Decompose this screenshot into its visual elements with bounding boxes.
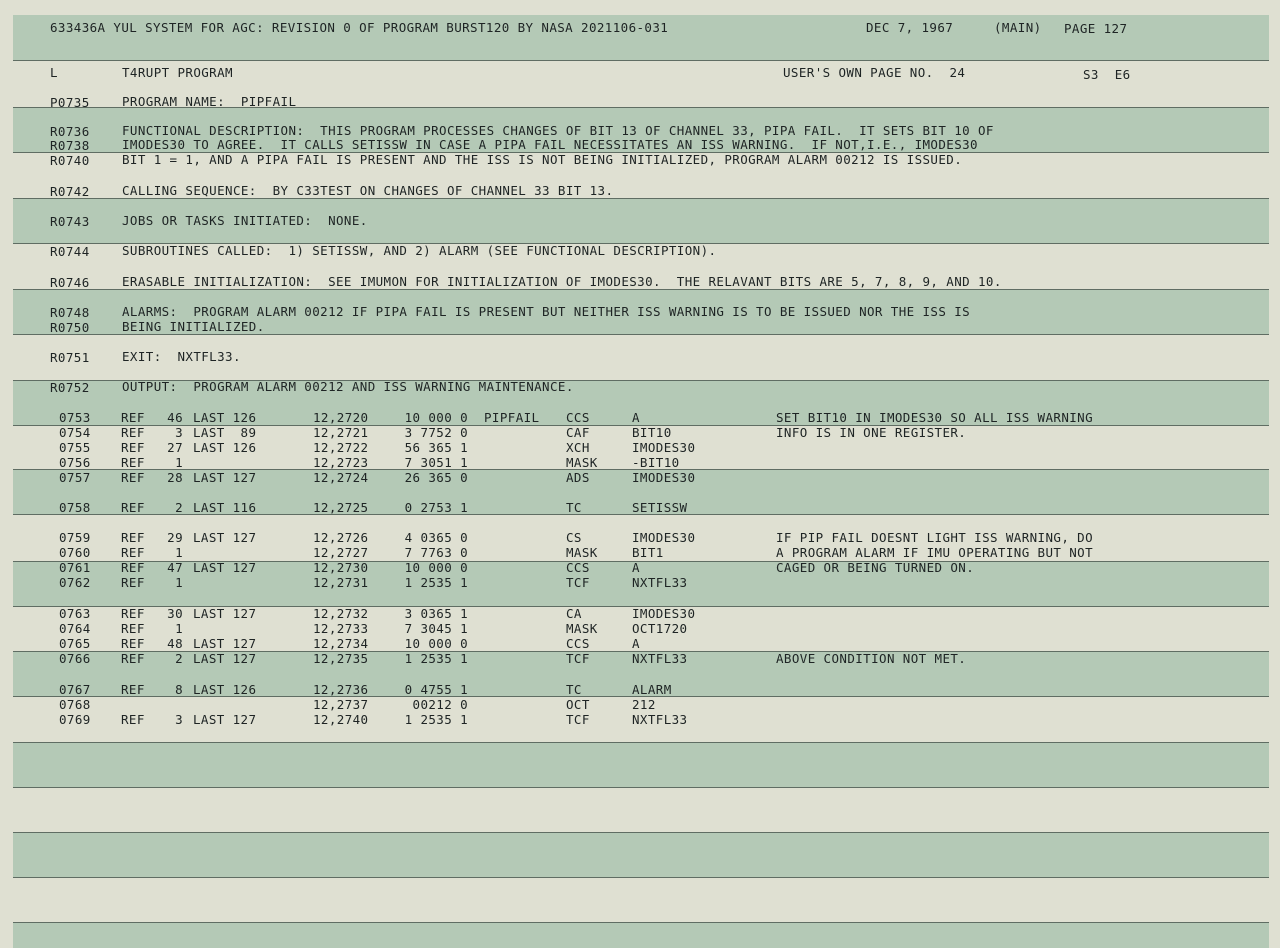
operand: SETISSW [632, 500, 688, 515]
last-page: LAST 127 [193, 606, 257, 621]
address: 12,2731 [313, 575, 369, 590]
last-page: LAST 127 [193, 712, 257, 727]
paper-rule [13, 922, 1269, 923]
octal-value: 4 0365 0 [404, 530, 468, 545]
remark-text: BIT 1 = 1, AND A PIPA FAIL IS PRESENT AND THE ISS IS NOT BEING INITIALIZED, PROGRAM ALARM 00212 IS ISSUED. [122, 152, 963, 167]
remark-text: CALLING SEQUENCE: BY C33TEST ON CHANGES OF CHANNEL 33 BIT 13. [122, 183, 614, 198]
remark-number: R0736 [50, 124, 90, 139]
code-label: PIPFAIL [484, 410, 540, 425]
paper-band [13, 922, 1269, 948]
last-page: LAST 127 [193, 651, 257, 666]
ref-count: 48 [167, 636, 183, 651]
code-comment: CAGED OR BEING TURNED ON. [776, 560, 975, 575]
remark-number: R0744 [50, 244, 90, 259]
octal-value: 7 7763 0 [404, 545, 468, 560]
address: 12,2720 [313, 410, 369, 425]
ref-label: REF [121, 682, 145, 697]
operand: NXTFL33 [632, 712, 688, 727]
opcode: TCF [566, 712, 590, 727]
ref-count: 8 [175, 682, 183, 697]
ref-label: REF [121, 500, 145, 515]
remark-number: R0742 [50, 184, 90, 199]
paper-rule [13, 877, 1269, 878]
line-number: 0759 [59, 530, 91, 545]
opcode: ADS [566, 470, 590, 485]
remark-text: ERASABLE INITIALIZATION: SEE IMUMON FOR INITIALIZATION OF IMODES30. THE RELAVANT BITS ARE 5, 7, 8, 9, AND 10. [122, 274, 1002, 289]
paper-rule [13, 198, 1269, 199]
ref-label: REF [121, 410, 145, 425]
operand: NXTFL33 [632, 651, 688, 666]
last-page: LAST 126 [193, 440, 257, 455]
remark-number: R0752 [50, 380, 90, 395]
line-number: 0758 [59, 500, 91, 515]
listing-title: 633436A YUL SYSTEM FOR AGC: REVISION 0 OF PROGRAM BURST120 BY NASA 2021106-031 [50, 20, 669, 35]
operand: ALARM [632, 682, 672, 697]
opcode: MASK [566, 455, 598, 470]
remark-number: R0743 [50, 214, 90, 229]
remark-text: JOBS OR TASKS INITIATED: NONE. [122, 213, 368, 228]
address: 12,2726 [313, 530, 369, 545]
operand: IMODES30 [632, 440, 696, 455]
octal-value: 10 000 0 [404, 560, 468, 575]
operand: BIT10 [632, 425, 672, 440]
last-page: LAST 89 [193, 425, 257, 440]
ref-label: REF [121, 530, 145, 545]
address: 12,2721 [313, 425, 369, 440]
opcode: CS [566, 530, 582, 545]
opcode: TCF [566, 575, 590, 590]
line-number: 0754 [59, 425, 91, 440]
listing-date: DEC 7, 1967 [866, 20, 954, 35]
user-page-number: USER'S OWN PAGE NO. 24 [783, 65, 966, 80]
ref-count: 30 [167, 606, 183, 621]
octal-value: 56 365 1 [404, 440, 468, 455]
last-page: LAST 116 [193, 500, 257, 515]
ref-label: REF [121, 470, 145, 485]
opcode: TC [566, 500, 582, 515]
octal-value: 0 2753 1 [404, 500, 468, 515]
paper-band [13, 742, 1269, 787]
line-number: 0768 [59, 697, 91, 712]
paper-rule [13, 742, 1269, 743]
remark-text: PROGRAM NAME: PIPFAIL [122, 94, 297, 109]
operand: -BIT10 [632, 455, 680, 470]
opcode: MASK [566, 621, 598, 636]
last-page: LAST 126 [193, 682, 257, 697]
ref-count: 1 [175, 545, 183, 560]
address: 12,2730 [313, 560, 369, 575]
address: 12,2733 [313, 621, 369, 636]
opcode: CCS [566, 410, 590, 425]
address: 12,2722 [313, 440, 369, 455]
opcode: TCF [566, 651, 590, 666]
ref-count: 3 [175, 712, 183, 727]
ref-count: 1 [175, 455, 183, 470]
line-number: 0764 [59, 621, 91, 636]
operand: A [632, 560, 640, 575]
operand: NXTFL33 [632, 575, 688, 590]
ref-count: 2 [175, 500, 183, 515]
remark-number: R0740 [50, 153, 90, 168]
paper-rule [13, 832, 1269, 833]
line-number: 0760 [59, 545, 91, 560]
ref-label: REF [121, 621, 145, 636]
address: 12,2737 [313, 697, 369, 712]
opcode: OCT [566, 697, 590, 712]
section-title: T4RUPT PROGRAM [122, 65, 233, 80]
paper-rule [13, 289, 1269, 290]
address: 12,2734 [313, 636, 369, 651]
remark-text: EXIT: NXTFL33. [122, 349, 241, 364]
octal-value: 00212 0 [412, 697, 468, 712]
address: 12,2725 [313, 500, 369, 515]
last-page: LAST 127 [193, 470, 257, 485]
code-comment: ABOVE CONDITION NOT MET. [776, 651, 967, 666]
operand: IMODES30 [632, 530, 696, 545]
address: 12,2736 [313, 682, 369, 697]
operand: 212 [632, 697, 656, 712]
line-number: 0753 [59, 410, 91, 425]
ref-label: REF [121, 651, 145, 666]
ref-label: REF [121, 455, 145, 470]
page-code: S3 E6 [1083, 67, 1131, 82]
ref-label: REF [121, 545, 145, 560]
page-number: PAGE 127 [1064, 21, 1128, 36]
ref-label: REF [121, 560, 145, 575]
ref-count: 3 [175, 425, 183, 440]
line-number: 0756 [59, 455, 91, 470]
last-page: LAST 127 [193, 560, 257, 575]
address: 12,2740 [313, 712, 369, 727]
subheader-marker: L [50, 65, 58, 80]
octal-value: 10 000 0 [404, 410, 468, 425]
code-comment: IF PIP FAIL DOESNT LIGHT ISS WARNING, DO [776, 530, 1094, 545]
line-number: 0766 [59, 651, 91, 666]
listing-mode: (MAIN) [994, 20, 1042, 35]
opcode: MASK [566, 545, 598, 560]
remark-text: FUNCTIONAL DESCRIPTION: THIS PROGRAM PROCESSES CHANGES OF BIT 13 OF CHANNEL 33, PIPA FAIL. IT SETS BIT 10 OF [122, 123, 994, 138]
ref-label: REF [121, 440, 145, 455]
octal-value: 7 3045 1 [404, 621, 468, 636]
remark-number: R0751 [50, 350, 90, 365]
last-page: LAST 126 [193, 410, 257, 425]
remark-number: R0748 [50, 305, 90, 320]
line-number: 0757 [59, 470, 91, 485]
ref-count: 27 [167, 440, 183, 455]
octal-value: 26 365 0 [404, 470, 468, 485]
ref-label: REF [121, 712, 145, 727]
line-number: 0755 [59, 440, 91, 455]
paper-rule [13, 334, 1269, 335]
line-number: 0763 [59, 606, 91, 621]
remark-number: R0746 [50, 275, 90, 290]
line-number: 0767 [59, 682, 91, 697]
line-number: 0761 [59, 560, 91, 575]
paper-rule [13, 787, 1269, 788]
code-comment: SET BIT10 IN IMODES30 SO ALL ISS WARNING [776, 410, 1094, 425]
remark-text: SUBROUTINES CALLED: 1) SETISSW, AND 2) ALARM (SEE FUNCTIONAL DESCRIPTION). [122, 243, 717, 258]
remark-text: IMODES30 TO AGREE. IT CALLS SETISSW IN CASE A PIPA FAIL NECESSITATES AN ISS WARNING. IF NOT,I.E., IMODES30 [122, 137, 978, 152]
remark-text: OUTPUT: PROGRAM ALARM 00212 AND ISS WARNING MAINTENANCE. [122, 379, 574, 394]
operand: A [632, 636, 640, 651]
address: 12,2732 [313, 606, 369, 621]
opcode: CA [566, 606, 582, 621]
remark-number: R0738 [50, 138, 90, 153]
line-number: 0769 [59, 712, 91, 727]
ref-count: 47 [167, 560, 183, 575]
operand: BIT1 [632, 545, 664, 560]
last-page: LAST 127 [193, 530, 257, 545]
code-comment: INFO IS IN ONE REGISTER. [776, 425, 967, 440]
remark-number: P0735 [50, 95, 90, 110]
address: 12,2735 [313, 651, 369, 666]
address: 12,2727 [313, 545, 369, 560]
code-comment: A PROGRAM ALARM IF IMU OPERATING BUT NOT [776, 545, 1094, 560]
ref-label: REF [121, 636, 145, 651]
opcode: XCH [566, 440, 590, 455]
ref-label: REF [121, 606, 145, 621]
ref-count: 29 [167, 530, 183, 545]
paper-band [13, 832, 1269, 877]
opcode: TC [566, 682, 582, 697]
octal-value: 0 4755 1 [404, 682, 468, 697]
remark-text: ALARMS: PROGRAM ALARM 00212 IF PIPA FAIL IS PRESENT BUT NEITHER ISS WARNING IS TO BE ISSUED NOR THE ISS IS [122, 304, 971, 319]
operand: IMODES30 [632, 606, 696, 621]
ref-label: REF [121, 575, 145, 590]
line-number: 0765 [59, 636, 91, 651]
opcode: CAF [566, 425, 590, 440]
remark-text: BEING INITIALIZED. [122, 319, 265, 334]
paper-rule [13, 60, 1269, 61]
ref-count: 28 [167, 470, 183, 485]
ref-count: 1 [175, 621, 183, 636]
ref-count: 2 [175, 651, 183, 666]
octal-value: 1 2535 1 [404, 651, 468, 666]
octal-value: 7 3051 1 [404, 455, 468, 470]
octal-value: 10 000 0 [404, 636, 468, 651]
octal-value: 3 0365 1 [404, 606, 468, 621]
ref-count: 46 [167, 410, 183, 425]
octal-value: 1 2535 1 [404, 712, 468, 727]
opcode: CCS [566, 636, 590, 651]
ref-count: 1 [175, 575, 183, 590]
octal-value: 3 7752 0 [404, 425, 468, 440]
address: 12,2724 [313, 470, 369, 485]
opcode: CCS [566, 560, 590, 575]
last-page: LAST 127 [193, 636, 257, 651]
remark-number: R0750 [50, 320, 90, 335]
operand: OCT1720 [632, 621, 688, 636]
octal-value: 1 2535 1 [404, 575, 468, 590]
operand: A [632, 410, 640, 425]
operand: IMODES30 [632, 470, 696, 485]
line-number: 0762 [59, 575, 91, 590]
ref-label: REF [121, 425, 145, 440]
address: 12,2723 [313, 455, 369, 470]
